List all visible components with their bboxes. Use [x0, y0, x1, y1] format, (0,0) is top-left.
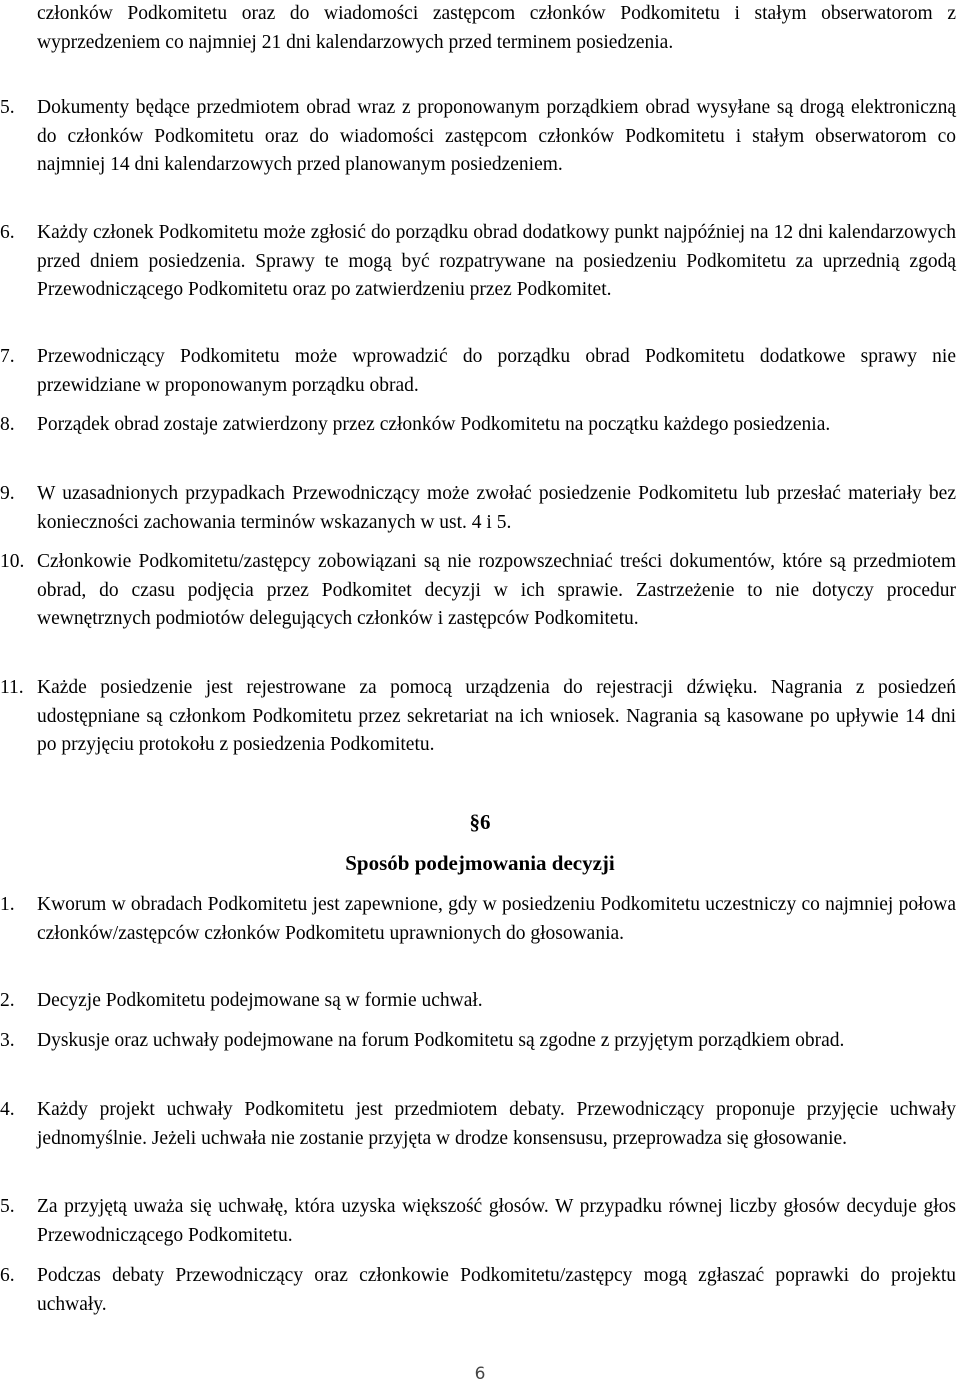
lead-text: członków Podkomitetu oraz do wiadomości zastępcom członków Podkomitetu i stałym obserwatorom z wyprzedzeniem co najmniej 21 dni kalendarzowych przed terminem posiedzenia. [37, 3, 956, 53]
list-item [0, 548, 956, 634]
item-text: Podczas debaty Przewodniczący oraz członkowie Podkomitetu/zastępcy mogą zgłaszać poprawki do projektu uchwały. [37, 1265, 956, 1315]
item-text: Każdy projekt uchwały Podkomitetu jest przedmiotem debaty. Przewodniczący proponuje przyjęcie uchwały jednomyślnie. Jeżeli uchwała nie zostanie przyjęta w drodze konsensusu, przeprowadza się głosowanie. [37, 1099, 956, 1149]
item-text: Za przyjętą uważa się uchwałę, która uzyska większość głosów. W przypadku równej liczby głosów decyduje głos Przewodniczącego Podkomitetu. [37, 1196, 956, 1246]
list-item [0, 1096, 956, 1153]
list-item [0, 1193, 956, 1250]
item-text: Przewodniczący Podkomitetu może wprowadzić do porządku obrad Podkomitetu dodatkowe sprawy nie przewidziane w proponowanym porządku obrad. [37, 346, 956, 396]
list-item [0, 987, 956, 1016]
list-item [0, 343, 956, 400]
item-number: 6. [0, 1265, 15, 1286]
list-item [0, 891, 956, 948]
item-number: 7. [0, 346, 15, 367]
list-item [0, 94, 956, 180]
item-number: 10. [0, 551, 25, 572]
item-text: Decyzje Podkomitetu podejmowane są w formie uchwał. [37, 990, 483, 1011]
list-item [0, 1262, 956, 1319]
item-number: 8. [0, 414, 15, 435]
list-item [0, 674, 956, 760]
item-number: 6. [0, 222, 15, 243]
item-text: Każde posiedzenie jest rejestrowane za pomocą urządzenia do rejestracji dźwięku. Nagrania z posiedzeń udostępniane są członkom Podkomitetu przez sekretariat na ich wniosek. Nagrania są kasowane po upływie 14 dni po przyjęciu protokołu z posiedzenia Podkomitetu. [37, 677, 956, 755]
list-item [0, 219, 956, 305]
lead-paragraph [37, 0, 956, 57]
item-text: Każdy członek Podkomitetu może zgłosić do porządku obrad dodatkowy punkt najpóźniej na 12 dni kalendarzowych przed dniem posiedzenia. Sprawy te mogą być rozpatrywane na posiedzeniu Podkomitetu za uprzednią zgodą Przewodniczącego Podkomitetu oraz po zatwierdzeniu przez Podkomitet. [37, 222, 956, 300]
item-text: Kworum w obradach Podkomitetu jest zapewnione, gdy w posiedzeniu Podkomitetu uczestniczy co najmniej połowa członków/zastępców członków Podkomitetu uprawnionych do głosowania. [37, 894, 956, 944]
item-number: 5. [0, 97, 15, 118]
page-number: 6 [474, 1364, 486, 1384]
item-number: 3. [0, 1030, 15, 1051]
item-number: 1. [0, 894, 15, 915]
item-text: Dyskusje oraz uchwały podejmowane na forum Podkomitetu są zgodne z przyjętym porządkiem obrad. [37, 1030, 845, 1051]
item-number: 9. [0, 483, 15, 504]
item-text: Członkowie Podkomitetu/zastępcy zobowiązani są nie rozpowszechniać treści dokumentów, które są przedmiotem obrad, do czasu podjęcia przez Podkomitet decyzji w ich sprawie. Zastrzeżenie to nie dotyczy procedur wewnętrznych podmiotów delegujących członków i zastępców Podkomitetu. [37, 551, 956, 629]
item-number: 5. [0, 1196, 15, 1217]
item-text: Dokumenty będące przedmiotem obrad wraz z proponowanym porządkiem obrad wysyłane są drogą elektroniczną do członków Podkomitetu oraz do wiadomości zastępcom członków Podkomitetu i stałym obserwatorom co najmniej 14 dni kalendarzowych przed planowanym posiedzeniem. [37, 97, 956, 175]
item-number: 2. [0, 990, 15, 1011]
item-text: W uzasadnionych przypadkach Przewodniczący może zwołać posiedzenie Podkomitetu lub przesłać materiały bez konieczności zachowania terminów wskazanych w ust. 4 i 5. [37, 483, 956, 533]
item-number: 11. [0, 677, 24, 698]
section-title: Sposób podejmowania decyzji [345, 851, 615, 875]
item-text: Porządek obrad zostaje zatwierdzony przez członków Podkomitetu na początku każdego posiedzenia. [37, 414, 831, 435]
list-item [0, 1027, 956, 1056]
item-number: 4. [0, 1099, 15, 1120]
list-item [0, 480, 956, 537]
section-mark: §6 [469, 810, 491, 834]
list-item [0, 411, 956, 440]
